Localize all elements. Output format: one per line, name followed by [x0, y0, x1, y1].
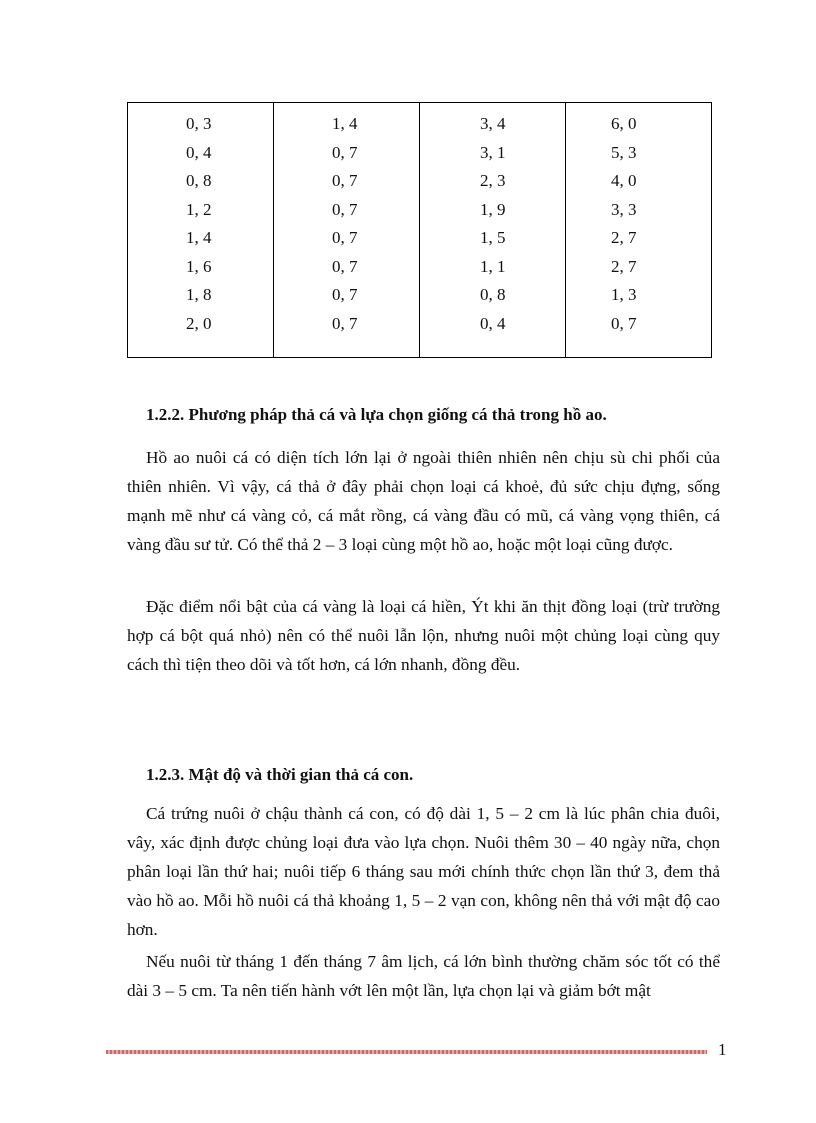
table-cell: 0, 7 — [332, 285, 358, 304]
body-paragraph: Nếu nuôi từ tháng 1 đến tháng 7 âm lịch, cá lớn bình thường chăm sóc tốt có thể dài 3 – 5 cm. Ta nên tiến hành vớt lên một lần, lựa chọn lại và giảm bớt mật — [127, 952, 720, 1000]
table-cell: 0, 4 — [480, 313, 506, 333]
table-cell: 2, 7 — [611, 228, 637, 247]
table-cell: 1, 2 — [186, 199, 212, 219]
table-cell: 5, 3 — [611, 142, 637, 162]
table-cell: 0, 7 — [611, 313, 637, 333]
table-cell: 0, 7 — [332, 199, 358, 219]
body-paragraph: Đặc điểm nổi bật của cá vàng là loại cá hiền, Ýt khi ăn thịt đồng loại (trừ trường hợp cá bột quá nhỏ) nên có thể nuôi lẫn lộn, nhưng nuôi một chủng loại cùng quy cách thì tiện theo dõi và tốt hơn, cá lớn nhanh, đồng đều. — [127, 597, 720, 674]
section-heading-1-2-3: 1.2.3. Mật độ và thời gian thả cá con. — [146, 765, 414, 784]
table-cell: 4, 0 — [611, 171, 637, 190]
table-cell: 1, 9 — [480, 199, 506, 219]
table-cell: 2, 3 — [480, 171, 506, 190]
table-cell: 0, 7 — [332, 313, 358, 333]
table-column-3 — [419, 103, 565, 357]
page-number: 1 — [718, 1040, 727, 1059]
body-paragraph: Cá trứng nuôi ở chậu thành cá con, có độ dài 1, 5 – 2 cm là lúc phân chia đuôi, vây, xác định được chủng loại đưa vào lựa chọn. Nuôi thêm 30 – 40 ngày nữa, chọn phân loại lần thứ hai; nuôi tiếp 6 tháng sau mới chính thức chọn lần thứ 3, đem thả vào hồ ao. Mỗi hồ nuôi cá thả khoảng 1, 5 – 2 vạn con, không nên thả với mật độ cao hơn. — [127, 804, 720, 939]
table-cell: 0, 7 — [332, 228, 358, 247]
table-cell: 0, 8 — [186, 171, 212, 190]
data-table — [127, 102, 712, 358]
table-cell: 2, 0 — [186, 313, 212, 333]
table-column-4 — [565, 103, 711, 357]
table-cell: 0, 7 — [332, 142, 358, 162]
table-cell: 1, 4 — [186, 228, 212, 247]
table-cell: 1, 1 — [480, 256, 506, 276]
table-cell: 2, 7 — [611, 256, 637, 276]
table-cell: 1, 6 — [186, 256, 212, 276]
table-cell: 1, 3 — [611, 285, 637, 304]
body-paragraph: Hồ ao nuôi cá có diện tích lớn lại ở ngoài thiên nhiên nên chịu sù chi phối của thiên nhiên. Vì vậy, cá thả ở đây phải chọn loại cá khoẻ, đủ sức chịu đựng, sống mạnh mẽ như cá vàng cỏ, cá mắt rồng, cá vàng đầu có mũ, cá vàng vọng thiên, cá vàng đầu sư tử. Có thể thả 2 – 3 loại cùng một hồ ao, hoặc một loại cũng được. — [127, 448, 720, 554]
section-heading-1-2-2: 1.2.2. Phương pháp thả cá và lựa chọn giống cá thả trong hồ ao. — [146, 405, 607, 424]
table-cell: 1, 4 — [332, 114, 358, 133]
table-cell: 0, 3 — [186, 114, 212, 133]
table-cell: 1, 8 — [186, 285, 212, 304]
table-cell: 0, 7 — [332, 256, 358, 276]
table-cell: 0, 4 — [186, 142, 212, 162]
table-cell: 0, 7 — [332, 171, 358, 190]
table-cell: 0, 8 — [480, 285, 506, 304]
table-cell: 6, 0 — [611, 114, 637, 133]
table-column-2 — [273, 103, 419, 357]
table-cell: 3, 1 — [480, 142, 506, 162]
footer-rule — [106, 1050, 707, 1054]
table-cell: 3, 3 — [611, 199, 637, 219]
table-column-1 — [128, 103, 273, 357]
table-cell: 1, 5 — [480, 228, 506, 247]
table-cell: 3, 4 — [480, 114, 506, 133]
